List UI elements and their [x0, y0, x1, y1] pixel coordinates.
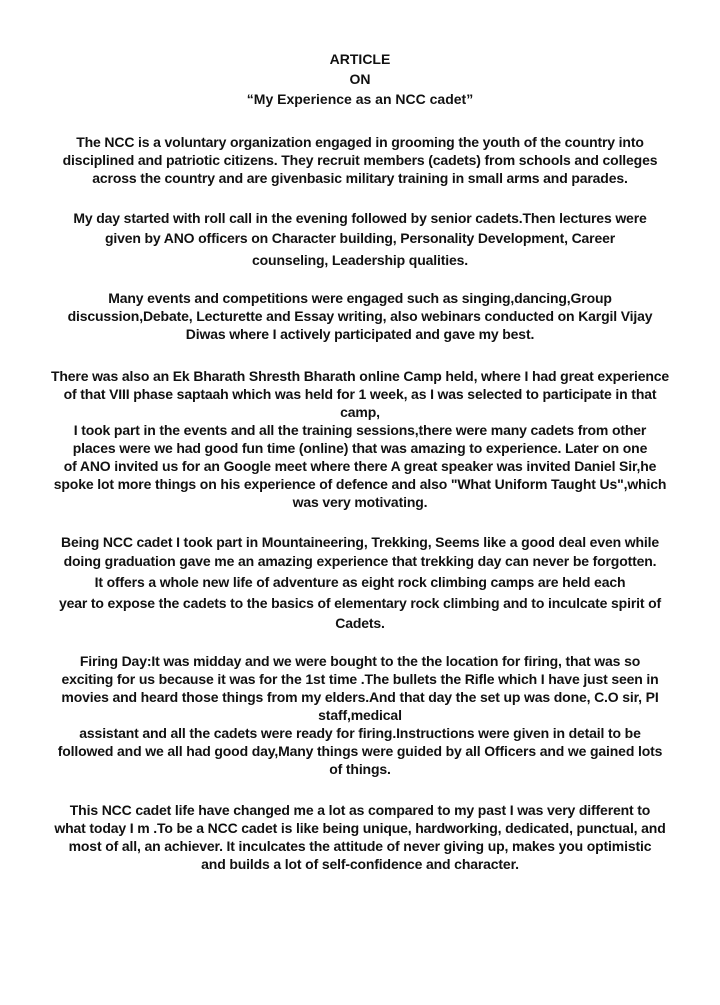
paragraph-line: The NCC is a voluntary organization engaged in grooming the youth of the country into [76, 134, 644, 150]
paragraph-line: what today I m .To be a NCC cadet is like being unique, hardworking, dedicated, punctual, and [54, 820, 666, 836]
paragraph-line: disciplined and patriotic citizens. They recruit members (cadets) from schools and colleges [62, 152, 658, 168]
paragraph-line: camp, [340, 404, 380, 420]
paragraph-line: and builds a lot of self-confidence and character. [201, 856, 519, 872]
article-heading [0, 49, 720, 109]
paragraph-line: most of all, an achiever. It inculcates the attitude of never giving up, makes you optimistic [68, 838, 652, 854]
paragraph-line: Being NCC cadet I took part in Mountaineering, Trekking, Seems like a good deal even while [61, 534, 659, 550]
paragraph-mountaineering [0, 533, 720, 632]
paragraph-line: My day started with roll call in the evening followed by senior cadets.Then lectures were [73, 210, 647, 226]
paragraph-line: I took part in the events and all the training sessions,there were many cadets from other [73, 422, 647, 438]
paragraph-line: followed and we all had good day,Many things were guided by all Officers and we gained lots [57, 743, 663, 759]
paragraph-line: Firing Day:It was midday and we were bought to the the location for firing, that was so [79, 653, 641, 669]
paragraph-line: This NCC cadet life have changed me a lot as compared to my past I was very different to [69, 802, 651, 818]
paragraph-line: doing graduation gave me an amazing experience that trekking day can never be forgotten. [63, 553, 657, 569]
paragraph-line: of ANO invited us for an Google meet where there A great speaker was invited Daniel Sir,he [63, 458, 657, 474]
paragraph-line: counseling, Leadership qualities. [252, 252, 468, 268]
paragraph-line: of things. [329, 761, 391, 777]
paragraph-line: Cadets. [335, 615, 385, 631]
paragraph-line: assistant and all the cadets were ready for firing.Instructions were given in detail to be [79, 725, 641, 741]
paragraph-line: There was also an Ek Bharath Shresth Bharath online Camp held, where I had great experience [50, 368, 670, 384]
paragraph-firing-day [0, 652, 720, 778]
paragraph-line: staff,medical [318, 707, 402, 723]
paragraph-line: movies and heard those things from my elders.And that day the set up was done, C.O sir, PI [61, 689, 659, 705]
paragraph-events [0, 289, 720, 343]
paragraph-conclusion [0, 801, 720, 873]
paragraph-line: Diwas where I actively participated and gave my best. [185, 326, 535, 342]
paragraph-line: across the country and are givenbasic military training in small arms and parades. [92, 170, 628, 186]
paragraph-line: places were we had good fun time (online) that was amazing to experience. Later on one [72, 440, 648, 456]
paragraph-line: given by ANO officers on Character building, Personality Development, Career [104, 230, 616, 246]
paragraph-line: was very motivating. [292, 494, 428, 510]
paragraph-line: spoke lot more things on his experience of defence and also "What Uniform Taught Us",which [53, 476, 667, 492]
paragraph-online-camp [0, 367, 720, 511]
paragraph-line: It offers a whole new life of adventure as eight rock climbing camps are held each [94, 574, 626, 590]
paragraph-daily-routine [0, 209, 720, 271]
paragraph-line: exciting for us because it was for the 1st time .The bullets the Rifle which I have just seen in [61, 671, 659, 687]
paragraph-line: Many events and competitions were engaged such as singing,dancing,Group [108, 290, 612, 306]
paragraph-line: of that VIII phase saptaah which was held for 1 week, as I was selected to participate in that [63, 386, 657, 402]
heading-line-title: “My Experience as an NCC cadet” [246, 91, 474, 107]
heading-line-on: ON [349, 71, 371, 87]
paragraph-line: year to expose the cadets to the basics of elementary rock climbing and to inculcate spirit of [58, 595, 662, 611]
heading-line-article: ARTICLE [329, 51, 391, 67]
paragraph-intro [0, 133, 720, 187]
paragraph-line: discussion,Debate, Lecturette and Essay writing, also webinars conducted on Kargil Vijay [67, 308, 653, 324]
